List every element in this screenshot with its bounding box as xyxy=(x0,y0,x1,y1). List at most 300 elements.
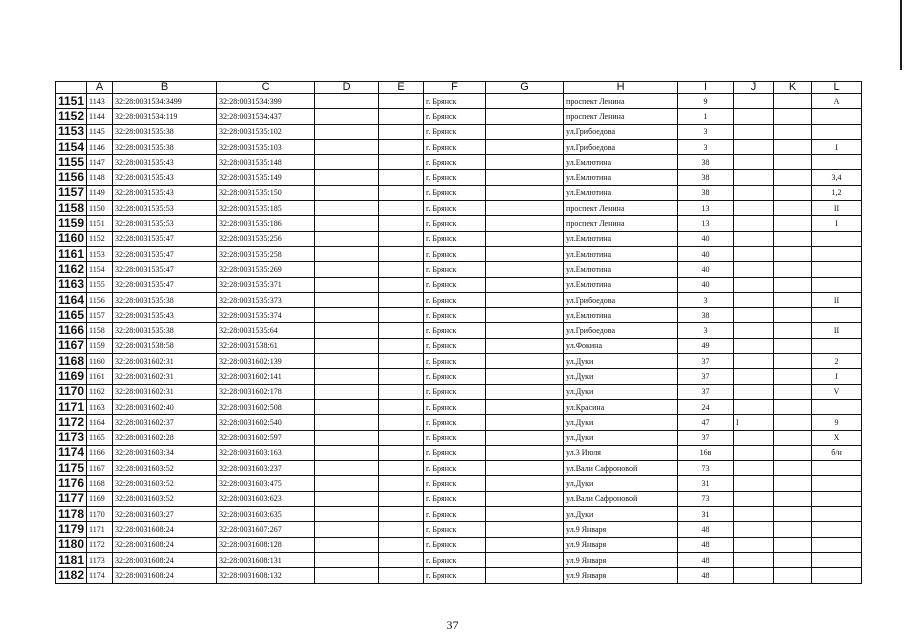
cell-a[interactable]: 1166 xyxy=(87,445,113,460)
cell-d[interactable] xyxy=(315,384,379,399)
cell-l[interactable] xyxy=(812,537,862,552)
row-number[interactable]: 1176 xyxy=(56,476,87,491)
cell-b[interactable]: 32:28:0031535:47 xyxy=(113,246,217,261)
cell-a[interactable]: 1161 xyxy=(87,369,113,384)
cell-e[interactable] xyxy=(379,109,424,124)
cell-k[interactable] xyxy=(774,445,812,460)
cell-c[interactable]: 32:28:0031602:178 xyxy=(217,384,315,399)
cell-a[interactable]: 1158 xyxy=(87,323,113,338)
cell-d[interactable] xyxy=(315,109,379,124)
cell-h[interactable]: ул.9 Января xyxy=(564,522,678,537)
column-header-h[interactable]: H xyxy=(564,82,678,94)
cell-e[interactable] xyxy=(379,201,424,216)
cell-f[interactable]: г. Брянск xyxy=(424,354,486,369)
cell-g[interactable] xyxy=(486,415,564,430)
cell-h[interactable]: ул.Дуки xyxy=(564,415,678,430)
cell-c[interactable]: 32:28:0031535:371 xyxy=(217,277,315,292)
cell-i[interactable]: 38 xyxy=(678,170,734,185)
cell-e[interactable] xyxy=(379,277,424,292)
cell-f[interactable]: г. Брянск xyxy=(424,323,486,338)
cell-c[interactable]: 32:28:0031602:597 xyxy=(217,430,315,445)
cell-c[interactable]: 32:28:0031538:61 xyxy=(217,338,315,353)
cell-c[interactable]: 32:28:0031535:103 xyxy=(217,139,315,154)
row-number[interactable]: 1168 xyxy=(56,354,87,369)
cell-k[interactable] xyxy=(774,384,812,399)
cell-e[interactable] xyxy=(379,124,424,139)
cell-f[interactable]: г. Брянск xyxy=(424,231,486,246)
cell-e[interactable] xyxy=(379,399,424,414)
cell-f[interactable]: г. Брянск xyxy=(424,185,486,200)
cell-j[interactable] xyxy=(734,491,774,506)
cell-b[interactable]: 32:28:0031535:43 xyxy=(113,308,217,323)
cell-l[interactable]: А xyxy=(812,94,862,109)
cell-j[interactable] xyxy=(734,185,774,200)
row-number[interactable]: 1174 xyxy=(56,445,87,460)
cell-i[interactable]: 13 xyxy=(678,216,734,231)
cell-h[interactable]: ул.Емлютина xyxy=(564,277,678,292)
cell-l[interactable] xyxy=(812,522,862,537)
cell-e[interactable] xyxy=(379,170,424,185)
cell-b[interactable]: 32:28:0031608:24 xyxy=(113,568,217,583)
cell-f[interactable]: г. Брянск xyxy=(424,522,486,537)
cell-d[interactable] xyxy=(315,369,379,384)
row-number[interactable]: 1159 xyxy=(56,216,87,231)
cell-a[interactable]: 1169 xyxy=(87,491,113,506)
cell-d[interactable] xyxy=(315,155,379,170)
cell-d[interactable] xyxy=(315,354,379,369)
cell-a[interactable]: 1152 xyxy=(87,231,113,246)
cell-c[interactable]: 32:28:0031608:128 xyxy=(217,537,315,552)
cell-h[interactable]: ул.Красина xyxy=(564,399,678,414)
cell-d[interactable] xyxy=(315,399,379,414)
cell-c[interactable]: 32:28:0031534:437 xyxy=(217,109,315,124)
cell-e[interactable] xyxy=(379,476,424,491)
cell-k[interactable] xyxy=(774,338,812,353)
cell-d[interactable] xyxy=(315,568,379,583)
cell-f[interactable]: г. Брянск xyxy=(424,139,486,154)
cell-d[interactable] xyxy=(315,262,379,277)
cell-f[interactable]: г. Брянск xyxy=(424,552,486,567)
cell-h[interactable]: ул.Грибоедова xyxy=(564,139,678,154)
cell-f[interactable]: г. Брянск xyxy=(424,338,486,353)
cell-d[interactable] xyxy=(315,216,379,231)
cell-e[interactable] xyxy=(379,338,424,353)
cell-f[interactable]: г. Брянск xyxy=(424,277,486,292)
cell-a[interactable]: 1146 xyxy=(87,139,113,154)
cell-b[interactable]: 32:28:0031535:38 xyxy=(113,139,217,154)
cell-g[interactable] xyxy=(486,231,564,246)
row-number[interactable]: 1181 xyxy=(56,552,87,567)
cell-k[interactable] xyxy=(774,537,812,552)
cell-j[interactable] xyxy=(734,354,774,369)
cell-a[interactable]: 1143 xyxy=(87,94,113,109)
cell-i[interactable]: 13 xyxy=(678,201,734,216)
cell-g[interactable] xyxy=(486,537,564,552)
cell-e[interactable] xyxy=(379,415,424,430)
cell-c[interactable]: 32:28:0031535:102 xyxy=(217,124,315,139)
cell-b[interactable]: 32:28:0031535:38 xyxy=(113,323,217,338)
cell-i[interactable]: 47 xyxy=(678,415,734,430)
cell-i[interactable]: 3 xyxy=(678,292,734,307)
cell-b[interactable]: 32:28:0031603:52 xyxy=(113,476,217,491)
cell-j[interactable] xyxy=(734,399,774,414)
cell-l[interactable]: 9 xyxy=(812,415,862,430)
cell-b[interactable]: 32:28:0031535:47 xyxy=(113,262,217,277)
cell-d[interactable] xyxy=(315,522,379,537)
cell-f[interactable]: г. Брянск xyxy=(424,568,486,583)
cell-e[interactable] xyxy=(379,231,424,246)
row-number[interactable]: 1180 xyxy=(56,537,87,552)
cell-f[interactable]: г. Брянск xyxy=(424,94,486,109)
cell-b[interactable]: 32:28:0031602:31 xyxy=(113,384,217,399)
cell-a[interactable]: 1170 xyxy=(87,507,113,522)
cell-b[interactable]: 32:28:0031603:27 xyxy=(113,507,217,522)
row-number[interactable]: 1175 xyxy=(56,461,87,476)
cell-a[interactable]: 1149 xyxy=(87,185,113,200)
cell-f[interactable]: г. Брянск xyxy=(424,537,486,552)
cell-k[interactable] xyxy=(774,430,812,445)
cell-f[interactable]: г. Брянск xyxy=(424,216,486,231)
cell-j[interactable] xyxy=(734,445,774,460)
cell-h[interactable]: ул.Фокина xyxy=(564,338,678,353)
cell-k[interactable] xyxy=(774,507,812,522)
cell-i[interactable]: 37 xyxy=(678,384,734,399)
cell-l[interactable]: V xyxy=(812,384,862,399)
cell-b[interactable]: 32:28:0031535:43 xyxy=(113,155,217,170)
cell-i[interactable]: 31 xyxy=(678,507,734,522)
cell-h[interactable]: проспект Ленина xyxy=(564,216,678,231)
cell-l[interactable] xyxy=(812,461,862,476)
cell-h[interactable]: ул.Дуки xyxy=(564,430,678,445)
cell-b[interactable]: 32:28:0031603:34 xyxy=(113,445,217,460)
cell-i[interactable]: 3 xyxy=(678,323,734,338)
cell-b[interactable]: 32:28:0031535:47 xyxy=(113,231,217,246)
cell-c[interactable]: 32:28:0031603:623 xyxy=(217,491,315,506)
cell-i[interactable]: 1 xyxy=(678,109,734,124)
cell-a[interactable]: 1144 xyxy=(87,109,113,124)
cell-d[interactable] xyxy=(315,246,379,261)
cell-b[interactable]: 32:28:0031534:3499 xyxy=(113,94,217,109)
cell-g[interactable] xyxy=(486,292,564,307)
cell-c[interactable]: 32:28:0031607:267 xyxy=(217,522,315,537)
cell-h[interactable]: ул.Дуки xyxy=(564,507,678,522)
cell-d[interactable] xyxy=(315,537,379,552)
cell-j[interactable] xyxy=(734,308,774,323)
row-number[interactable]: 1155 xyxy=(56,155,87,170)
cell-j[interactable] xyxy=(734,246,774,261)
cell-k[interactable] xyxy=(774,461,812,476)
cell-b[interactable]: 32:28:0031608:24 xyxy=(113,537,217,552)
cell-k[interactable] xyxy=(774,369,812,384)
cell-l[interactable] xyxy=(812,246,862,261)
cell-f[interactable]: г. Брянск xyxy=(424,292,486,307)
cell-k[interactable] xyxy=(774,308,812,323)
cell-h[interactable]: ул.Вали Сафроновой xyxy=(564,491,678,506)
cell-a[interactable]: 1167 xyxy=(87,461,113,476)
cell-e[interactable] xyxy=(379,323,424,338)
cell-c[interactable]: 32:28:0031602:540 xyxy=(217,415,315,430)
cell-l[interactable] xyxy=(812,277,862,292)
row-number[interactable]: 1156 xyxy=(56,170,87,185)
cell-g[interactable] xyxy=(486,568,564,583)
cell-d[interactable] xyxy=(315,507,379,522)
cell-a[interactable]: 1156 xyxy=(87,292,113,307)
cell-c[interactable]: 32:28:0031535:149 xyxy=(217,170,315,185)
cell-b[interactable]: 32:28:0031534:119 xyxy=(113,109,217,124)
cell-l[interactable] xyxy=(812,338,862,353)
cell-e[interactable] xyxy=(379,445,424,460)
cell-f[interactable]: г. Брянск xyxy=(424,308,486,323)
cell-b[interactable]: 32:28:0031535:43 xyxy=(113,170,217,185)
cell-b[interactable]: 32:28:0031535:53 xyxy=(113,216,217,231)
cell-a[interactable]: 1157 xyxy=(87,308,113,323)
cell-i[interactable]: 3 xyxy=(678,124,734,139)
cell-k[interactable] xyxy=(774,246,812,261)
cell-d[interactable] xyxy=(315,231,379,246)
cell-j[interactable] xyxy=(734,384,774,399)
cell-l[interactable] xyxy=(812,124,862,139)
cell-j[interactable] xyxy=(734,231,774,246)
cell-f[interactable]: г. Брянск xyxy=(424,430,486,445)
cell-i[interactable]: 49 xyxy=(678,338,734,353)
cell-c[interactable]: 32:28:0031603:237 xyxy=(217,461,315,476)
cell-k[interactable] xyxy=(774,522,812,537)
cell-h[interactable]: ул.Емлютина xyxy=(564,231,678,246)
cell-f[interactable]: г. Брянск xyxy=(424,384,486,399)
cell-c[interactable]: 32:28:0031608:131 xyxy=(217,552,315,567)
row-number[interactable]: 1172 xyxy=(56,415,87,430)
cell-i[interactable]: 48 xyxy=(678,522,734,537)
cell-d[interactable] xyxy=(315,476,379,491)
cell-b[interactable]: 32:28:0031535:38 xyxy=(113,292,217,307)
row-number[interactable]: 1152 xyxy=(56,109,87,124)
cell-j[interactable] xyxy=(734,323,774,338)
cell-g[interactable] xyxy=(486,323,564,338)
column-header-e[interactable]: E xyxy=(379,82,424,94)
cell-a[interactable]: 1174 xyxy=(87,568,113,583)
cell-b[interactable]: 32:28:0031535:47 xyxy=(113,277,217,292)
cell-h[interactable]: ул.Дуки xyxy=(564,476,678,491)
cell-g[interactable] xyxy=(486,522,564,537)
cell-k[interactable] xyxy=(774,231,812,246)
cell-g[interactable] xyxy=(486,139,564,154)
cell-g[interactable] xyxy=(486,109,564,124)
cell-d[interactable] xyxy=(315,292,379,307)
cell-a[interactable]: 1155 xyxy=(87,277,113,292)
cell-c[interactable]: 32:28:0031535:185 xyxy=(217,201,315,216)
cell-g[interactable] xyxy=(486,491,564,506)
row-number[interactable]: 1171 xyxy=(56,399,87,414)
cell-j[interactable] xyxy=(734,507,774,522)
cell-c[interactable]: 32:28:0031535:256 xyxy=(217,231,315,246)
cell-h[interactable]: ул.9 Января xyxy=(564,537,678,552)
cell-g[interactable] xyxy=(486,552,564,567)
cell-c[interactable]: 32:28:0031535:374 xyxy=(217,308,315,323)
cell-g[interactable] xyxy=(486,262,564,277)
cell-j[interactable] xyxy=(734,292,774,307)
cell-a[interactable]: 1172 xyxy=(87,537,113,552)
column-header-l[interactable]: L xyxy=(812,82,862,94)
cell-d[interactable] xyxy=(315,170,379,185)
column-header-g[interactable]: G xyxy=(486,82,564,94)
cell-k[interactable] xyxy=(774,155,812,170)
cell-j[interactable]: I xyxy=(734,415,774,430)
cell-f[interactable]: г. Брянск xyxy=(424,507,486,522)
cell-i[interactable]: 38 xyxy=(678,155,734,170)
cell-g[interactable] xyxy=(486,216,564,231)
cell-f[interactable]: г. Брянск xyxy=(424,415,486,430)
cell-k[interactable] xyxy=(774,292,812,307)
cell-g[interactable] xyxy=(486,170,564,185)
row-number[interactable]: 1163 xyxy=(56,277,87,292)
column-header-c[interactable]: C xyxy=(217,82,315,94)
cell-h[interactable]: проспект Ленина xyxy=(564,94,678,109)
cell-l[interactable] xyxy=(812,308,862,323)
cell-j[interactable] xyxy=(734,568,774,583)
cell-e[interactable] xyxy=(379,185,424,200)
cell-f[interactable]: г. Брянск xyxy=(424,461,486,476)
row-number[interactable]: 1182 xyxy=(56,568,87,583)
cell-a[interactable]: 1154 xyxy=(87,262,113,277)
cell-c[interactable]: 32:28:0031603:475 xyxy=(217,476,315,491)
cell-g[interactable] xyxy=(486,476,564,491)
cell-l[interactable] xyxy=(812,507,862,522)
cell-c[interactable]: 32:28:0031535:64 xyxy=(217,323,315,338)
cell-h[interactable]: ул.Емлютина xyxy=(564,246,678,261)
row-number[interactable]: 1177 xyxy=(56,491,87,506)
cell-k[interactable] xyxy=(774,415,812,430)
cell-a[interactable]: 1163 xyxy=(87,399,113,414)
cell-k[interactable] xyxy=(774,277,812,292)
cell-h[interactable]: ул.Емлютина xyxy=(564,170,678,185)
row-number[interactable]: 1154 xyxy=(56,139,87,154)
cell-d[interactable] xyxy=(315,430,379,445)
cell-f[interactable]: г. Брянск xyxy=(424,109,486,124)
cell-l[interactable]: 1,2 xyxy=(812,185,862,200)
cell-j[interactable] xyxy=(734,109,774,124)
cell-i[interactable]: 24 xyxy=(678,399,734,414)
cell-a[interactable]: 1153 xyxy=(87,246,113,261)
cell-d[interactable] xyxy=(315,338,379,353)
cell-l[interactable] xyxy=(812,155,862,170)
cell-d[interactable] xyxy=(315,277,379,292)
cell-e[interactable] xyxy=(379,292,424,307)
cell-d[interactable] xyxy=(315,415,379,430)
cell-g[interactable] xyxy=(486,384,564,399)
cell-f[interactable]: г. Брянск xyxy=(424,124,486,139)
cell-b[interactable]: 32:28:0031535:43 xyxy=(113,185,217,200)
cell-i[interactable]: 48 xyxy=(678,568,734,583)
cell-j[interactable] xyxy=(734,552,774,567)
cell-c[interactable]: 32:28:0031535:148 xyxy=(217,155,315,170)
cell-g[interactable] xyxy=(486,507,564,522)
cell-k[interactable] xyxy=(774,354,812,369)
cell-l[interactable]: II xyxy=(812,201,862,216)
cell-i[interactable]: 37 xyxy=(678,430,734,445)
cell-g[interactable] xyxy=(486,246,564,261)
row-number[interactable]: 1161 xyxy=(56,246,87,261)
cell-b[interactable]: 32:28:0031535:53 xyxy=(113,201,217,216)
cell-f[interactable]: г. Брянск xyxy=(424,246,486,261)
cell-l[interactable]: б/н xyxy=(812,445,862,460)
cell-i[interactable]: 9 xyxy=(678,94,734,109)
cell-c[interactable]: 32:28:0031535:186 xyxy=(217,216,315,231)
cell-b[interactable]: 32:28:0031535:38 xyxy=(113,124,217,139)
cell-g[interactable] xyxy=(486,354,564,369)
cell-g[interactable] xyxy=(486,277,564,292)
row-number[interactable]: 1169 xyxy=(56,369,87,384)
cell-j[interactable] xyxy=(734,155,774,170)
cell-d[interactable] xyxy=(315,461,379,476)
row-number[interactable]: 1170 xyxy=(56,384,87,399)
cell-l[interactable] xyxy=(812,231,862,246)
row-number[interactable]: 1158 xyxy=(56,201,87,216)
cell-c[interactable]: 32:28:0031535:373 xyxy=(217,292,315,307)
cell-k[interactable] xyxy=(774,216,812,231)
cell-b[interactable]: 32:28:0031608:24 xyxy=(113,552,217,567)
cell-b[interactable]: 32:28:0031603:52 xyxy=(113,461,217,476)
cell-j[interactable] xyxy=(734,139,774,154)
cell-a[interactable]: 1145 xyxy=(87,124,113,139)
cell-l[interactable] xyxy=(812,491,862,506)
cell-i[interactable]: 40 xyxy=(678,246,734,261)
row-number[interactable]: 1153 xyxy=(56,124,87,139)
cell-l[interactable]: 3,4 xyxy=(812,170,862,185)
row-number[interactable]: 1160 xyxy=(56,231,87,246)
cell-e[interactable] xyxy=(379,246,424,261)
cell-b[interactable]: 32:28:0031602:28 xyxy=(113,430,217,445)
cell-a[interactable]: 1159 xyxy=(87,338,113,353)
cell-e[interactable] xyxy=(379,552,424,567)
cell-a[interactable]: 1150 xyxy=(87,201,113,216)
cell-b[interactable]: 32:28:0031602:31 xyxy=(113,369,217,384)
cell-f[interactable]: г. Брянск xyxy=(424,201,486,216)
cell-f[interactable]: г. Брянск xyxy=(424,491,486,506)
cell-l[interactable] xyxy=(812,262,862,277)
cell-k[interactable] xyxy=(774,399,812,414)
cell-l[interactable]: X xyxy=(812,430,862,445)
cell-g[interactable] xyxy=(486,461,564,476)
cell-a[interactable]: 1165 xyxy=(87,430,113,445)
cell-h[interactable]: проспект Ленина xyxy=(564,201,678,216)
cell-j[interactable] xyxy=(734,170,774,185)
cell-l[interactable]: II xyxy=(812,292,862,307)
cell-l[interactable] xyxy=(812,109,862,124)
cell-c[interactable]: 32:28:0031535:269 xyxy=(217,262,315,277)
cell-g[interactable] xyxy=(486,369,564,384)
cell-j[interactable] xyxy=(734,94,774,109)
cell-c[interactable]: 32:28:0031608:132 xyxy=(217,568,315,583)
cell-i[interactable]: 37 xyxy=(678,354,734,369)
cell-h[interactable]: ул.Емлютина xyxy=(564,262,678,277)
cell-g[interactable] xyxy=(486,124,564,139)
cell-j[interactable] xyxy=(734,201,774,216)
cell-h[interactable]: ул.Емлютина xyxy=(564,308,678,323)
cell-b[interactable]: 32:28:0031602:31 xyxy=(113,354,217,369)
cell-b[interactable]: 32:28:0031602:37 xyxy=(113,415,217,430)
cell-e[interactable] xyxy=(379,430,424,445)
cell-d[interactable] xyxy=(315,323,379,338)
cell-d[interactable] xyxy=(315,185,379,200)
cell-a[interactable]: 1164 xyxy=(87,415,113,430)
cell-d[interactable] xyxy=(315,491,379,506)
row-number[interactable]: 1166 xyxy=(56,323,87,338)
cell-k[interactable] xyxy=(774,323,812,338)
cell-e[interactable] xyxy=(379,568,424,583)
cell-k[interactable] xyxy=(774,568,812,583)
cell-i[interactable]: 16в xyxy=(678,445,734,460)
cell-l[interactable]: II xyxy=(812,323,862,338)
